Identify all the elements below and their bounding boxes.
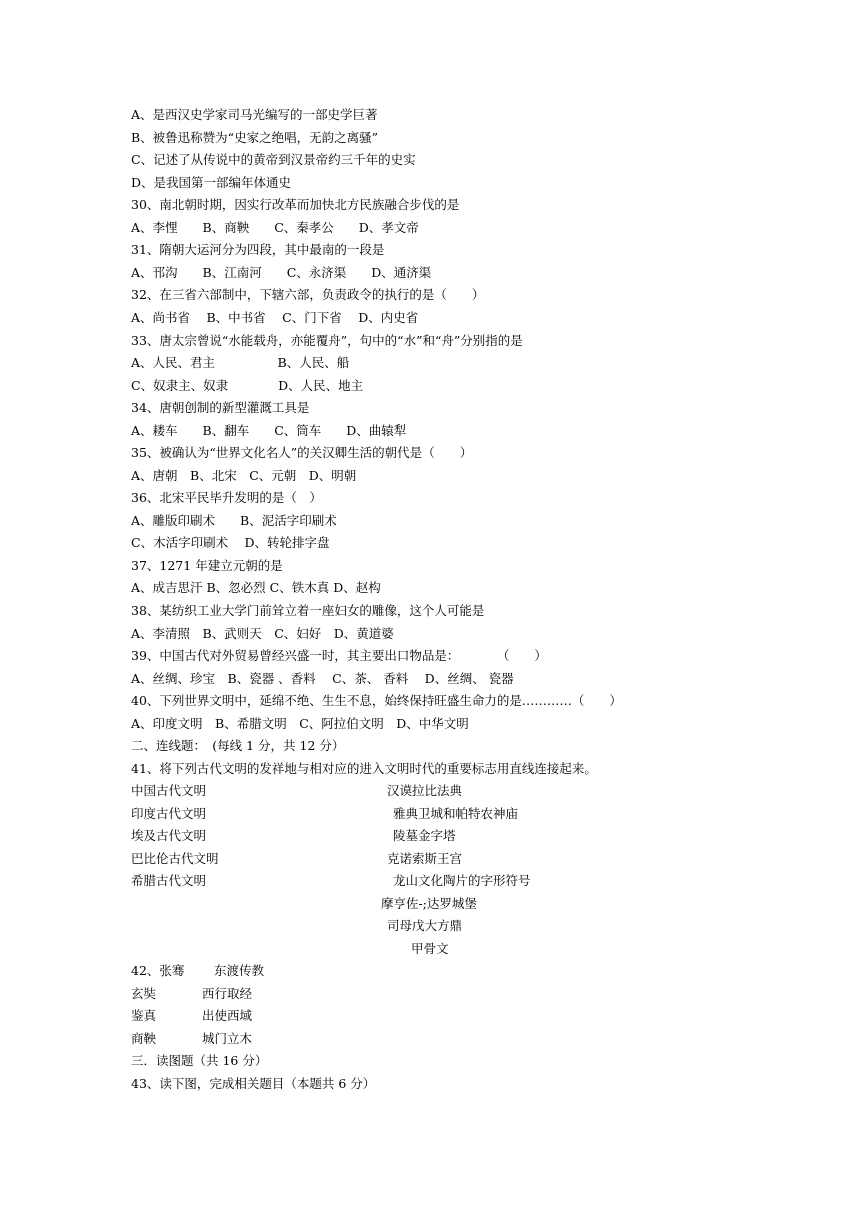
q32-question: 32、在三省六部制中，下辖六部，负责政令的执行的是（ ） (131, 287, 485, 302)
q29-option-c: C、记述了从传说中的黄帝到汉景帝约三千年的史实 (131, 152, 416, 167)
match-right-item: 雅典卫城和帕特农神庙 (393, 806, 519, 821)
q36-options-cd: C、木活字印刷术 D、转轮排字盘 (131, 535, 330, 550)
q29-option-d: D、是我国第一部编年体通史 (131, 175, 292, 190)
match-right-item: 甲骨文 (411, 941, 449, 956)
match-right-item: 龙山文化陶片的字形符号 (393, 873, 531, 888)
q36-question: 36、北宋平民毕升发明的是（ ） (131, 490, 322, 505)
q38-options: A、李清照 B、武则天 C、妇好 D、黄道婆 (131, 626, 394, 641)
q42-event: 西行取经 (202, 986, 253, 1001)
q42-person: 玄奘 (131, 986, 157, 1001)
q30-options: A、李悝 B、商鞅 C、秦孝公 D、孝文帝 (131, 220, 419, 235)
q33-options-cd: C、奴隶主、奴隶 D、人民、地主 (131, 378, 364, 393)
q31-options: A、邗沟 B、江南河 C、永济渠 D、通济渠 (131, 265, 432, 280)
q41-question: 41、将下列古代文明的发祥地与相对应的进入文明时代的重要标志用直线连接起来。 (131, 761, 597, 776)
q35-question: 35、被确认为“世界文化名人”的关汉卿生活的朝代是（ ） (131, 445, 473, 460)
q42-person: 商鞅 (131, 1031, 157, 1046)
q40-question: 40、下列世界文明中，延绵不绝、生生不息，始终保持旺盛生命力的是…………（ ） (131, 693, 622, 708)
q37-question: 37、1271 年建立元朝的是 (131, 558, 283, 573)
q42-person: 42、张骞 (131, 963, 185, 978)
q42-event: 城门立木 (202, 1031, 253, 1046)
q29-option-a: A、是西汉史学家司马光编写的一部史学巨著 (131, 107, 378, 122)
q37-options: A、成吉思汗 B、忽必烈 C、铁木真 D、赵构 (131, 580, 381, 595)
section-2-heading: 二、连线题： (每线 1 分，共 12 分） (131, 738, 345, 753)
match-right-item: 汉谟拉比法典 (387, 783, 463, 798)
q31-question: 31、隋朝大运河分为四段，其中最南的一段是 (131, 242, 385, 257)
match-left-item: 印度古代文明 (131, 806, 207, 821)
match-left-item: 巴比伦古代文明 (131, 851, 219, 866)
q39-options: A、丝绸、珍宝 B、瓷器 、香料 C、茶、 香料 D、丝绸、 瓷器 (131, 671, 514, 686)
q34-options: A、耧车 B、翻车 C、筒车 D、曲辕犁 (131, 423, 407, 438)
q34-question: 34、唐朝创制的新型灌溉工具是 (131, 400, 310, 415)
q36-options-ab: A、雕版印刷术 B、泥活字印刷术 (131, 513, 337, 528)
q33-options-ab: A、人民、君主 B、人民、船 (131, 355, 350, 370)
q42-event: 出使西域 (202, 1008, 253, 1023)
q39-question: 39、中国古代对外贸易曾经兴盛一时，其主要出口物品是： （ ） (131, 648, 547, 663)
q43-question: 43、读下图，完成相关题目（本题共 6 分） (131, 1076, 376, 1091)
q35-options: A、唐朝 B、北宋 C、元朝 D、明朝 (131, 468, 357, 483)
match-right-item: 摩亨佐-;达罗城堡 (381, 896, 477, 911)
q30-question: 30、南北朝时期，因实行改革而加快北方民族融合步伐的是 (131, 197, 460, 212)
q42-event: 东渡传教 (214, 963, 265, 978)
q33-question: 33、唐太宗曾说“水能载舟，亦能覆舟”，句中的“水”和“舟”分别指的是 (131, 333, 523, 348)
q32-options: A、尚书省 B、中书省 C、门下省 D、内史省 (131, 310, 419, 325)
match-right-item: 司母戊大方鼎 (387, 918, 463, 933)
match-right-item: 陵墓金字塔 (393, 828, 456, 843)
match-left-item: 埃及古代文明 (131, 828, 207, 843)
match-left-item: 希腊古代文明 (131, 873, 207, 888)
match-right-item: 克诺索斯王宫 (387, 851, 463, 866)
q42-person: 鉴真 (131, 1008, 157, 1023)
q29-option-b: B、被鲁迅称赞为“史家之绝唱，无韵之离骚” (131, 130, 378, 145)
section-3-heading: 三．读图题（共 16 分） (131, 1053, 268, 1068)
q40-options: A、印度文明 B、希腊文明 C、阿拉伯文明 D、中华文明 (131, 716, 469, 731)
q38-question: 38、某纺织工业大学门前耸立着一座妇女的雕像，这个人可能是 (131, 603, 485, 618)
match-left-item: 中国古代文明 (131, 783, 207, 798)
